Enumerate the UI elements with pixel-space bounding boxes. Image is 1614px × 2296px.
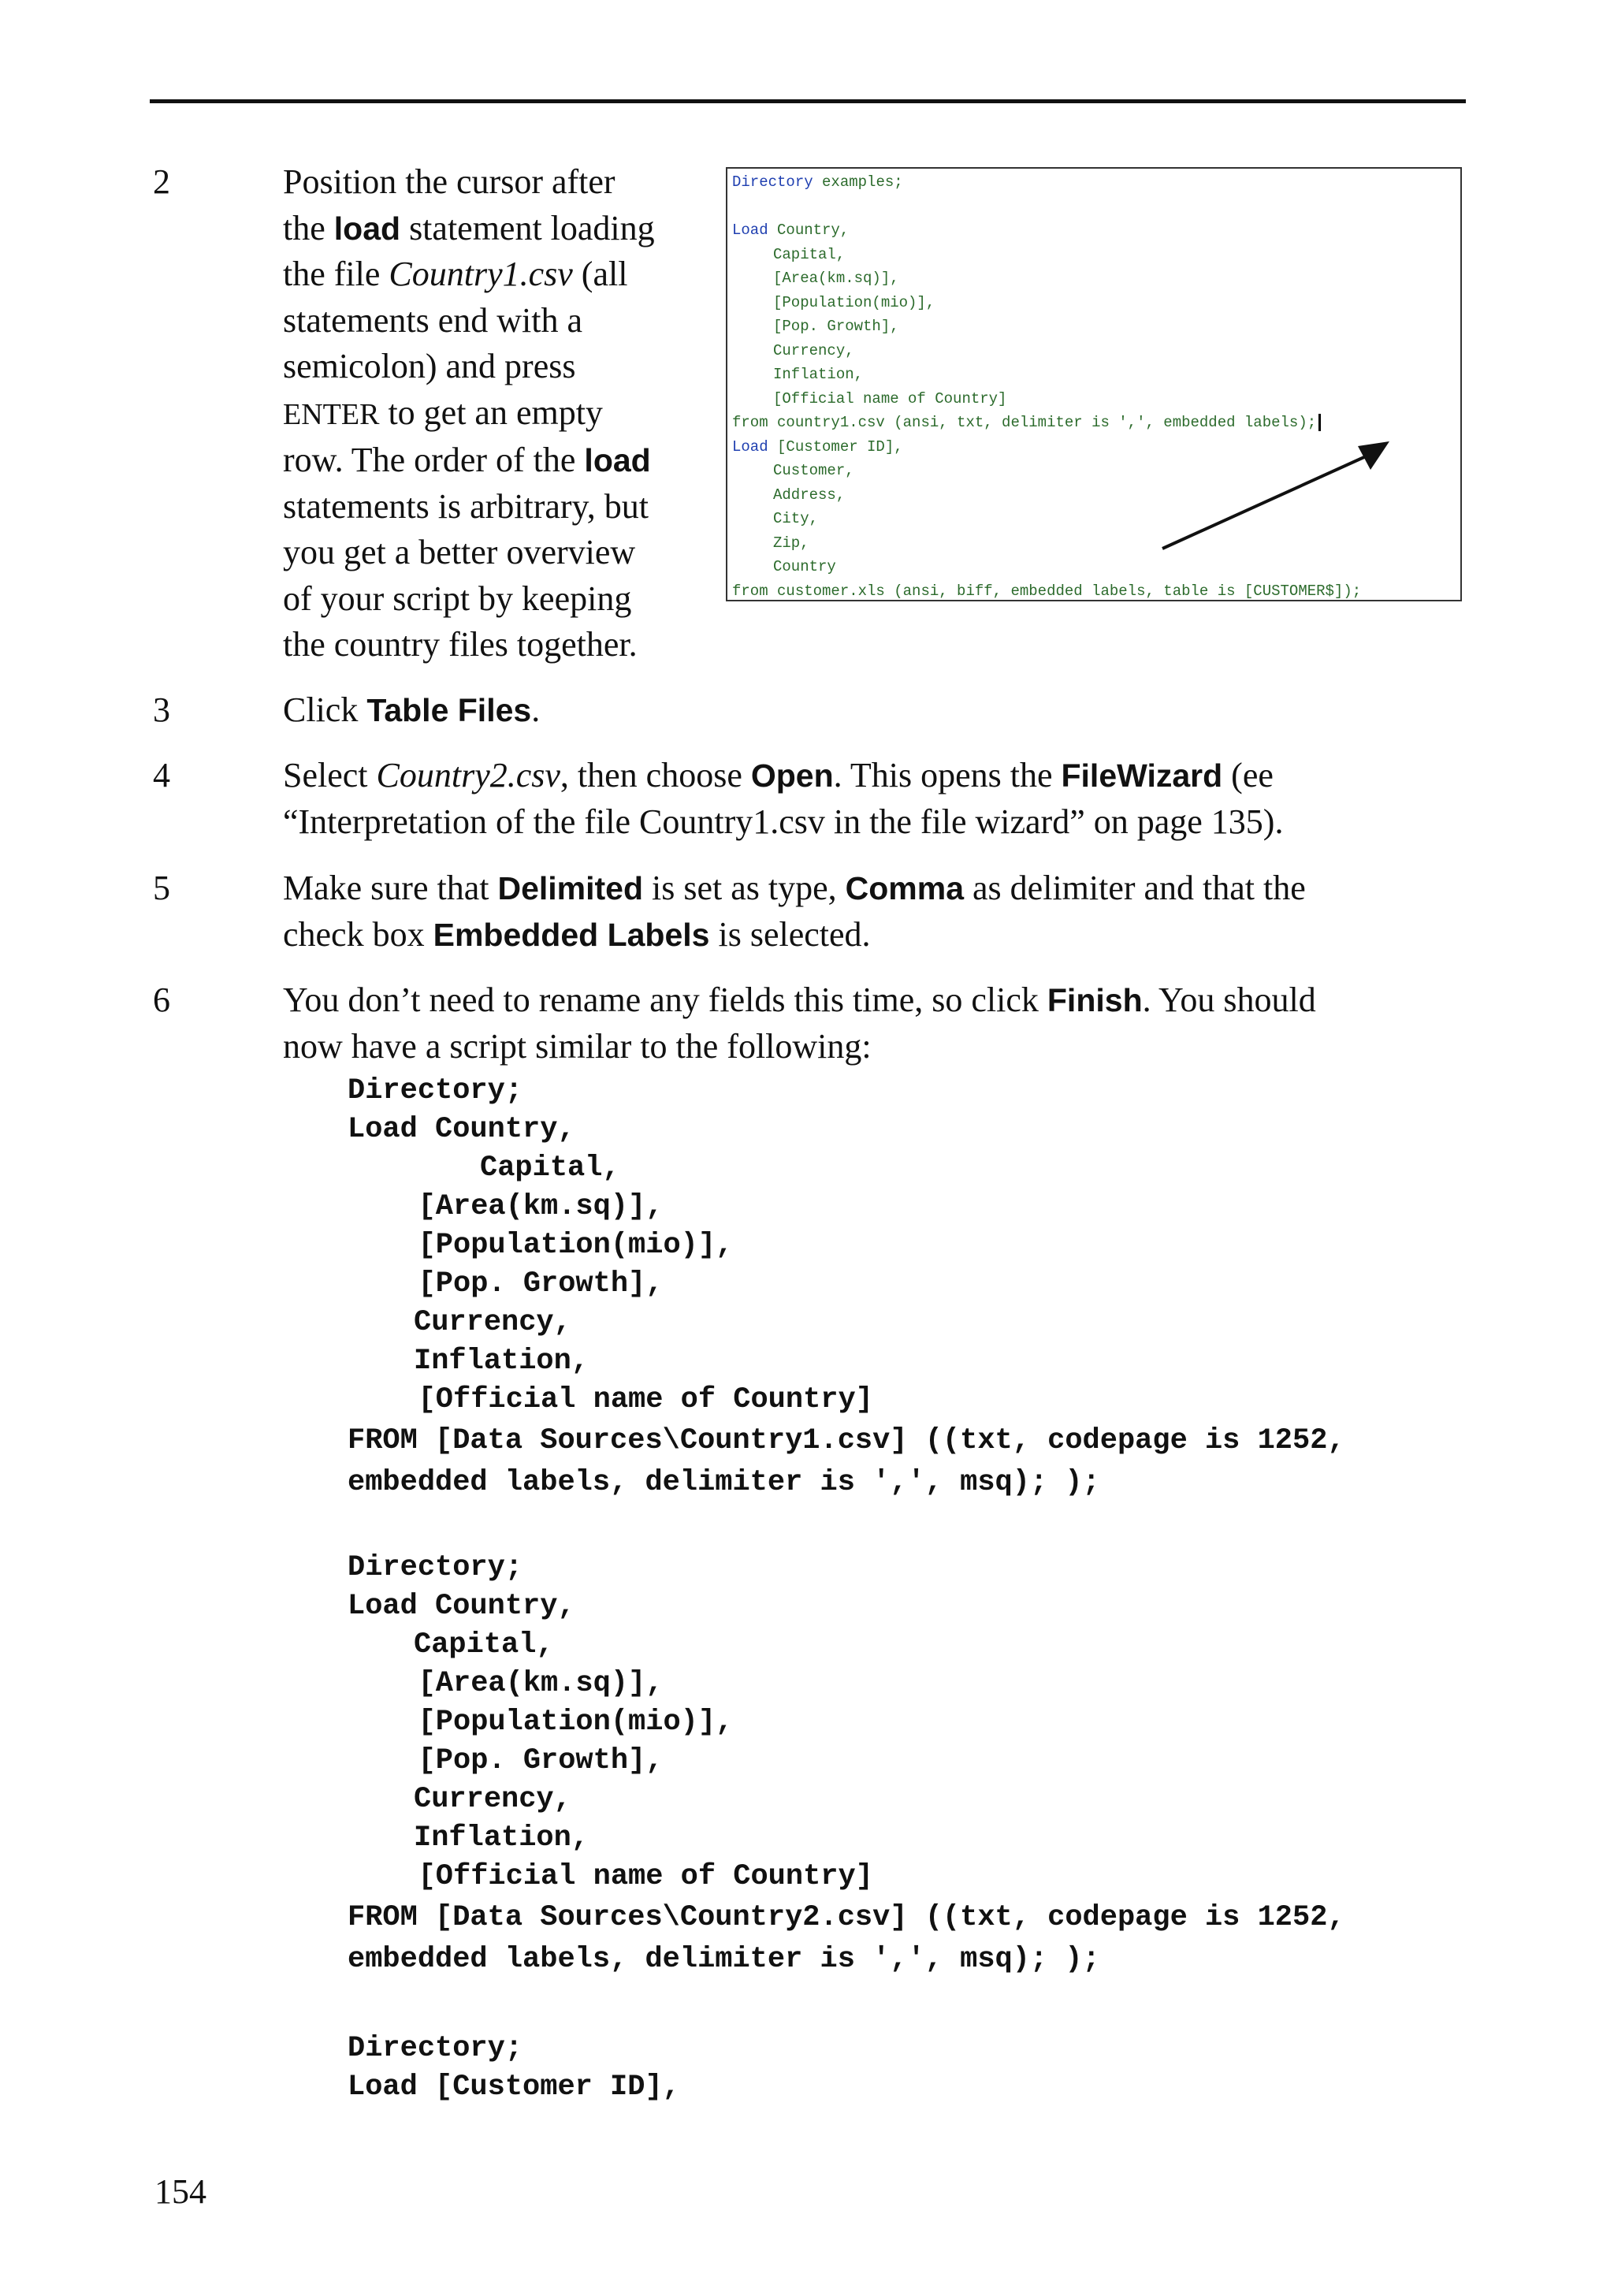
text-run: of your script by keeping	[283, 579, 632, 618]
ui-term: Delimited	[497, 870, 644, 906]
step-text	[283, 865, 1306, 958]
text-run: (all	[572, 255, 628, 293]
text-run: Position the cursor after	[283, 162, 615, 201]
screenshot-code-line: [Population(mio)],	[773, 293, 935, 311]
step-number: 3	[153, 690, 170, 729]
text-run: the	[283, 208, 334, 247]
code-line: Directory;	[348, 2032, 523, 2065]
ui-term: Comma	[845, 870, 965, 906]
text-run: statement loading	[400, 208, 655, 247]
step-text	[283, 159, 655, 668]
text-run: now have a script similar to the following:	[283, 1026, 872, 1066]
step-line	[283, 753, 1283, 799]
script-editor-screenshot	[726, 167, 1462, 601]
page-number: 154	[154, 2172, 206, 2211]
screenshot-code-line: from country1.csv (ansi, txt, delimiter is ',', embedded labels);	[732, 411, 1321, 434]
step-text	[283, 687, 540, 734]
code-line: Directory;	[348, 1551, 523, 1584]
screenshot-code-line: Zip,	[773, 534, 809, 552]
code-line: Load [Customer ID],	[348, 2071, 680, 2104]
text-run: as delimiter and that the	[964, 869, 1306, 907]
text-run: you get a better overview	[283, 533, 636, 571]
file-name: Country2.csv	[376, 756, 560, 794]
step-number: 6	[153, 981, 170, 1019]
step-number: 2	[153, 162, 170, 201]
ui-term: FileWizard	[1061, 757, 1223, 794]
code-line: Currency,	[414, 1783, 571, 1816]
code-line: [Pop. Growth],	[418, 1744, 664, 1777]
step-line	[283, 206, 655, 252]
text-run: the file	[283, 255, 389, 293]
code-line: [Area(km.sq)],	[418, 1667, 664, 1700]
text-cursor	[1318, 414, 1321, 431]
screenshot-code-line: Directory examples;	[732, 173, 903, 191]
screenshot-code-line: [Area(km.sq)],	[773, 270, 899, 287]
header-rule	[150, 99, 1466, 103]
ui-term: Finish	[1047, 982, 1143, 1018]
screenshot-code-line: Load Country,	[732, 221, 850, 239]
text-run: Select	[283, 756, 377, 794]
step-line	[283, 1024, 1316, 1070]
keyword: Load	[732, 221, 768, 239]
keyword: Directory	[732, 173, 813, 191]
step-number: 5	[153, 869, 170, 907]
text-run: semicolon) and press	[283, 347, 576, 385]
step-line	[283, 799, 1283, 846]
ui-term: Embedded Labels	[433, 916, 710, 953]
step-line	[283, 251, 655, 298]
screenshot-code-line: City,	[773, 510, 819, 527]
text-run: . You should	[1142, 981, 1316, 1019]
text-run: “Interpretation of the file Country1.csv in the file wizard” on page 135).	[283, 802, 1284, 841]
code-line: embedded labels, delimiter is ',', msq); );	[348, 1466, 1100, 1499]
step-text	[283, 977, 1316, 1070]
code-line: [Area(km.sq)],	[418, 1190, 664, 1223]
step-line	[283, 530, 655, 576]
code-line: FROM [Data Sources\Country1.csv] ((txt, codepage is 1252,	[348, 1424, 1345, 1457]
text-run: You don’t need to rename any fields this time, so click	[283, 981, 1047, 1019]
text-run: ENTER	[283, 397, 380, 431]
ui-term: load	[333, 210, 401, 247]
step-line	[283, 159, 655, 206]
code-line: [Official name of Country]	[418, 1860, 873, 1893]
text-run: , then choose	[560, 756, 751, 794]
step-line	[283, 298, 655, 344]
screenshot-code-line: Currency,	[773, 341, 854, 359]
step-line	[283, 390, 655, 438]
text-run: row. The order of the	[283, 441, 585, 479]
text-run: is selected.	[709, 914, 871, 954]
text-run: to get an empty	[379, 393, 603, 432]
step-line	[283, 437, 655, 484]
screenshot-code-line: [Pop. Growth],	[773, 318, 899, 335]
text-run: (ee	[1222, 756, 1274, 794]
text-run: is set as type,	[643, 869, 846, 907]
screenshot-code-line: [Official name of Country]	[773, 389, 1007, 407]
file-name: Country1.csv	[389, 255, 573, 293]
step-number: 4	[153, 756, 170, 794]
screenshot-code-line: Capital,	[773, 245, 846, 263]
code-line: Capital,	[480, 1152, 620, 1185]
code-line: FROM [Data Sources\Country2.csv] ((txt, codepage is 1252,	[348, 1901, 1345, 1934]
code-line: [Population(mio)],	[418, 1229, 734, 1262]
step-line	[283, 484, 655, 530]
text-run: . This opens the	[833, 756, 1062, 794]
text-run: check box	[283, 914, 433, 954]
text-run: statements end with a	[283, 300, 583, 340]
step-line	[283, 912, 1306, 958]
step-line	[283, 687, 540, 734]
text-run: the country files together.	[283, 625, 638, 664]
step-line	[283, 977, 1316, 1024]
ui-term: Table Files	[366, 692, 532, 728]
text-run: Make sure that	[283, 869, 498, 907]
code-line: Inflation,	[414, 1345, 589, 1378]
step-line	[283, 344, 655, 390]
text-run: .	[531, 690, 541, 729]
ui-term: load	[584, 442, 651, 478]
ui-term: Open	[750, 757, 834, 794]
code-line: Inflation,	[414, 1822, 589, 1855]
text-run: statements is arbitrary, but	[283, 486, 649, 526]
step-line	[283, 865, 1306, 912]
screenshot-code-line: from customer.xls (ansi, biff, embedded labels, table is [CUSTOMER$]);	[732, 582, 1362, 600]
screenshot-code-line: Address,	[773, 486, 846, 504]
screenshot-code-line: Country	[773, 558, 836, 575]
step-line	[283, 576, 655, 623]
step-text	[283, 753, 1283, 845]
code-line: [Pop. Growth],	[418, 1267, 664, 1301]
code-line: Capital,	[414, 1628, 554, 1662]
screenshot-code-line: Load [Customer ID],	[732, 437, 903, 456]
code-line: Currency,	[414, 1306, 571, 1339]
screenshot-code-line: Inflation,	[773, 366, 864, 383]
text-run: Click	[283, 690, 367, 729]
code-line: [Official name of Country]	[418, 1383, 873, 1416]
code-line: Load Country,	[348, 1113, 575, 1146]
keyword: Load	[732, 437, 768, 456]
code-line: Load Country,	[348, 1590, 575, 1623]
code-line: Directory;	[348, 1074, 523, 1107]
code-line: [Population(mio)],	[418, 1706, 734, 1739]
step-line	[283, 622, 655, 668]
screenshot-code-line: Customer,	[773, 462, 854, 479]
code-line: embedded labels, delimiter is ',', msq); );	[348, 1943, 1100, 1976]
